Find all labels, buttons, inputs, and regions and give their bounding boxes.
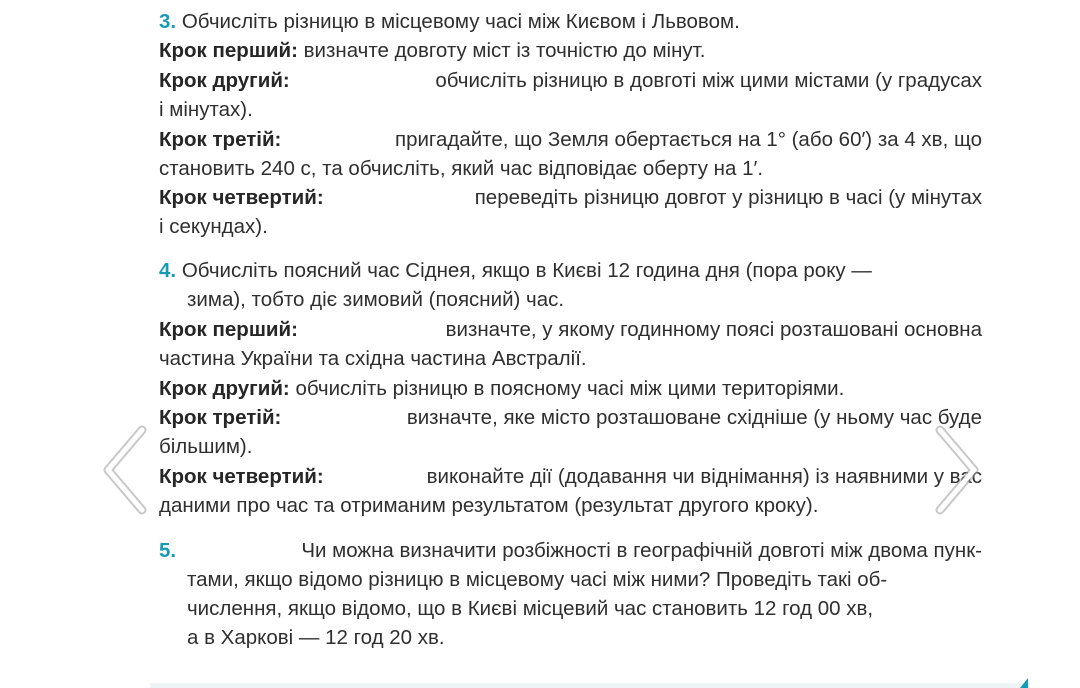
task-text: Обчисліть поясний час Сіднея, якщо в Києві 12 година дня (пора року —	[181, 259, 872, 282]
task-3-step-3	[159, 126, 982, 154]
step-label: Крок другий:	[159, 69, 290, 92]
prev-page-button[interactable]	[98, 420, 158, 520]
task-text: числення, якщо відомо, що в Києві місцевий час становить 12 год 00 хв,	[187, 597, 874, 620]
step-label: Крок третій:	[159, 406, 282, 429]
step-text: визначте довготу міст із точністю до мінут.	[303, 39, 706, 62]
step-text: обчисліть різницю в поясному часі між цими територіями.	[295, 377, 845, 400]
step-text: становить 240 с, та обчисліть, який час відповідає оберту на 1′.	[159, 157, 764, 180]
step-label: Крок четвертий:	[159, 186, 324, 209]
step-label: Крок другий:	[159, 377, 290, 400]
step-label: Крок перший:	[159, 39, 298, 62]
task-3-title	[159, 8, 740, 36]
next-page-edge	[150, 683, 1030, 688]
task-3-step-4	[159, 184, 982, 212]
task-4-step-1	[159, 316, 982, 344]
step-label: Крок перший:	[159, 318, 298, 341]
step-text: і секундах).	[159, 215, 268, 238]
task-4-title	[159, 257, 872, 285]
task-number: 3.	[159, 10, 177, 33]
task-text: Обчисліть різницю в місцевому часі між Києвом і Львовом.	[181, 10, 740, 33]
chevron-right-icon	[924, 420, 984, 520]
task-4-step-2	[159, 375, 844, 403]
step-label: Крок четвертий:	[159, 465, 324, 488]
task-4-step-1-cont	[159, 345, 587, 373]
task-text: Чи можна визначити розбіжності в географічній довготі між двома пунк-	[301, 539, 982, 562]
step-text: і мінутах).	[159, 98, 253, 121]
step-text: визначте, яке місто розташоване східніше (у ньому час буде	[406, 406, 982, 429]
step-text: переведіть різницю довгот у різницю в часі (у мінутах	[474, 186, 982, 209]
step-text: визначте, у якому годинному поясі розташовані основна	[445, 318, 982, 341]
task-3-step-1	[159, 37, 705, 65]
task-3-step-3-cont	[159, 155, 763, 183]
task-3-step-2-cont	[159, 96, 253, 124]
task-number: 5.	[159, 539, 177, 562]
task-text: зима), тобто діє зимовий (поясний) час.	[187, 288, 565, 311]
task-3-step-4-cont	[159, 213, 268, 241]
step-label: Крок третій:	[159, 128, 282, 151]
step-text: частина України та східна частина Австралії.	[159, 347, 587, 370]
step-text: виконайте дії (додавання чи віднімання) із наявними у вас	[426, 465, 982, 488]
task-text: а в Харкові — 12 год 20 хв.	[187, 626, 445, 649]
task-5-line-3	[187, 595, 873, 623]
task-4-step-3-cont	[159, 433, 252, 461]
step-text: більшим).	[159, 435, 253, 458]
task-4-step-3	[159, 404, 982, 432]
step-text: даними про час та отриманим результатом (результат другого кроку).	[159, 494, 819, 517]
task-5-line-2	[187, 566, 887, 594]
task-4-step-4	[159, 463, 982, 491]
task-4-step-4-cont	[159, 492, 818, 520]
chevron-left-icon	[98, 420, 158, 520]
task-text: тами, якщо відомо різницю в місцевому часі між ними? Проведіть такі об-	[187, 568, 888, 591]
task-5-line-4	[187, 624, 445, 652]
task-4-title-cont	[187, 286, 564, 314]
task-number: 4.	[159, 259, 177, 282]
step-text: пригадайте, що Земля обертається на 1° (або 60′) за 4 хв, що	[394, 128, 982, 151]
task-5-line-1	[159, 537, 982, 565]
task-3-step-2	[159, 67, 982, 95]
step-text: обчисліть різницю в довготі між цими містами (у градусах	[435, 69, 982, 92]
next-page-button[interactable]	[924, 420, 984, 520]
corner-mark-icon	[1018, 678, 1028, 688]
